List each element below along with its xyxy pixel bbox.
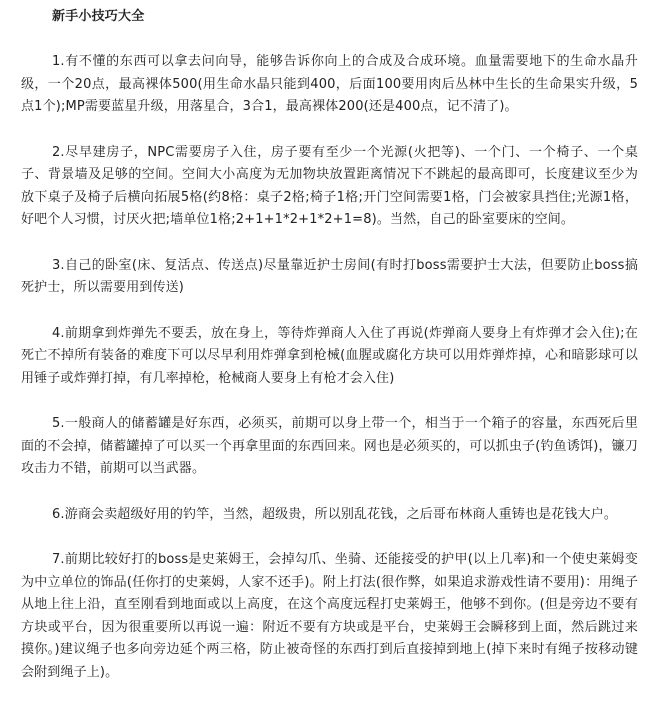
paragraph-6: 6.游商会卖超级好用的钓竿，当然，超级贵，所以别乱花钱，之后哥布林商人重铸也是花钱大户。: [52, 506, 618, 522]
paragraph-spacer: [21, 119, 638, 142]
paragraph-spacer: [21, 300, 638, 323]
paragraph-1: 1.有不懂的东西可以拿去问向导，能够告诉你向上的合成及合成环境。血量需要地下的生命水晶升级，一个20点，最高裸体500(用生命水晶只能到400，后面100要用肉后丛林中生长的生命果实升级，5点1个);MP需要蓝星升级，用落星合，3合1，最高裸体200(还是400点，记不清了)。: [21, 54, 638, 114]
paragraph-spacer: [21, 232, 638, 255]
paragraph-spacer: [21, 390, 638, 413]
paragraph-3: 3.自己的卧室(床、复活点、传送点)尽量靠近护士房间(有时打boss需要护士大法，但要防止boss搞死护士，所以需要用到传送): [21, 257, 638, 295]
document-title: 新手小技巧大全: [52, 9, 145, 24]
title-spacer: [21, 26, 638, 51]
paragraph-2: 2.尽早建房子，NPC需要房子入住，房子要有至少一个光源(火把等)、一个门、一个椅子、一个桌子、背景墙及足够的空间。空间大小高度为无加物块放置距离情况下不跳起的最高即可，长度建议至少为放下桌子及椅子后横向拓展5格(约8格：桌子2格;椅子1格;开门空间需要1格，门会被家具挡住;光源1格，好吧个人习惯，讨厌火把;墙单位1格;2+1+1*2+1*2+1=8)。当然，自己的卧室要床的空间。: [21, 144, 638, 227]
paragraph-spacer: [21, 481, 638, 504]
paragraph-spacer: [21, 526, 638, 549]
paragraph-4: 4.前期拿到炸弹先不要丢，放在身上，等待炸弹商人入住了再说(炸弹商人要身上有炸弹才会入住);在死亡不掉所有装备的难度下可以尽早利用炸弹拿到枪械(血腥或腐化方块可以用炸弹炸掉，心和暗影球可以用锤子或炸弹打掉，有几率掉枪，枪械商人要身上有枪才会入住): [21, 325, 638, 386]
paragraph-5: 5.一般商人的储蓄罐是好东西，必须买，前期可以身上带一个，相当于一个箱子的容量，东西死后里面的不会掉，储蓄罐掉了可以买一个再拿里面的东西回来。网也是必须买的，可以抓虫子(钓鱼诱饵)，镰刀攻击力不错，前期可以当武器。: [21, 416, 638, 476]
paragraph-7: 7.前期比较好打的boss是史莱姆王，会掉勾爪、坐骑、还能接受的护甲(以上几率)和一个使史莱姆变为中立单位的饰品(任你打的史莱姆，人家不还手)。附上打法(很作弊，如果追求游戏性请不要用)：用绳子从地上往上沿，直至刚看到地面或以上高度，在这个高度远程打史莱姆王，他够不到你。(但是旁边不要有方块或平台，因为很重要所以再说一遍：附近不要有方块或是平台，史莱姆王会瞬移到上面，然后跳过来摸你。)建议绳子也多向旁边延个两三格，防止被奇怪的东西打到后直接掉到地上(掉下来时有绳子按移动键会附到绳子上)。: [21, 552, 638, 680]
